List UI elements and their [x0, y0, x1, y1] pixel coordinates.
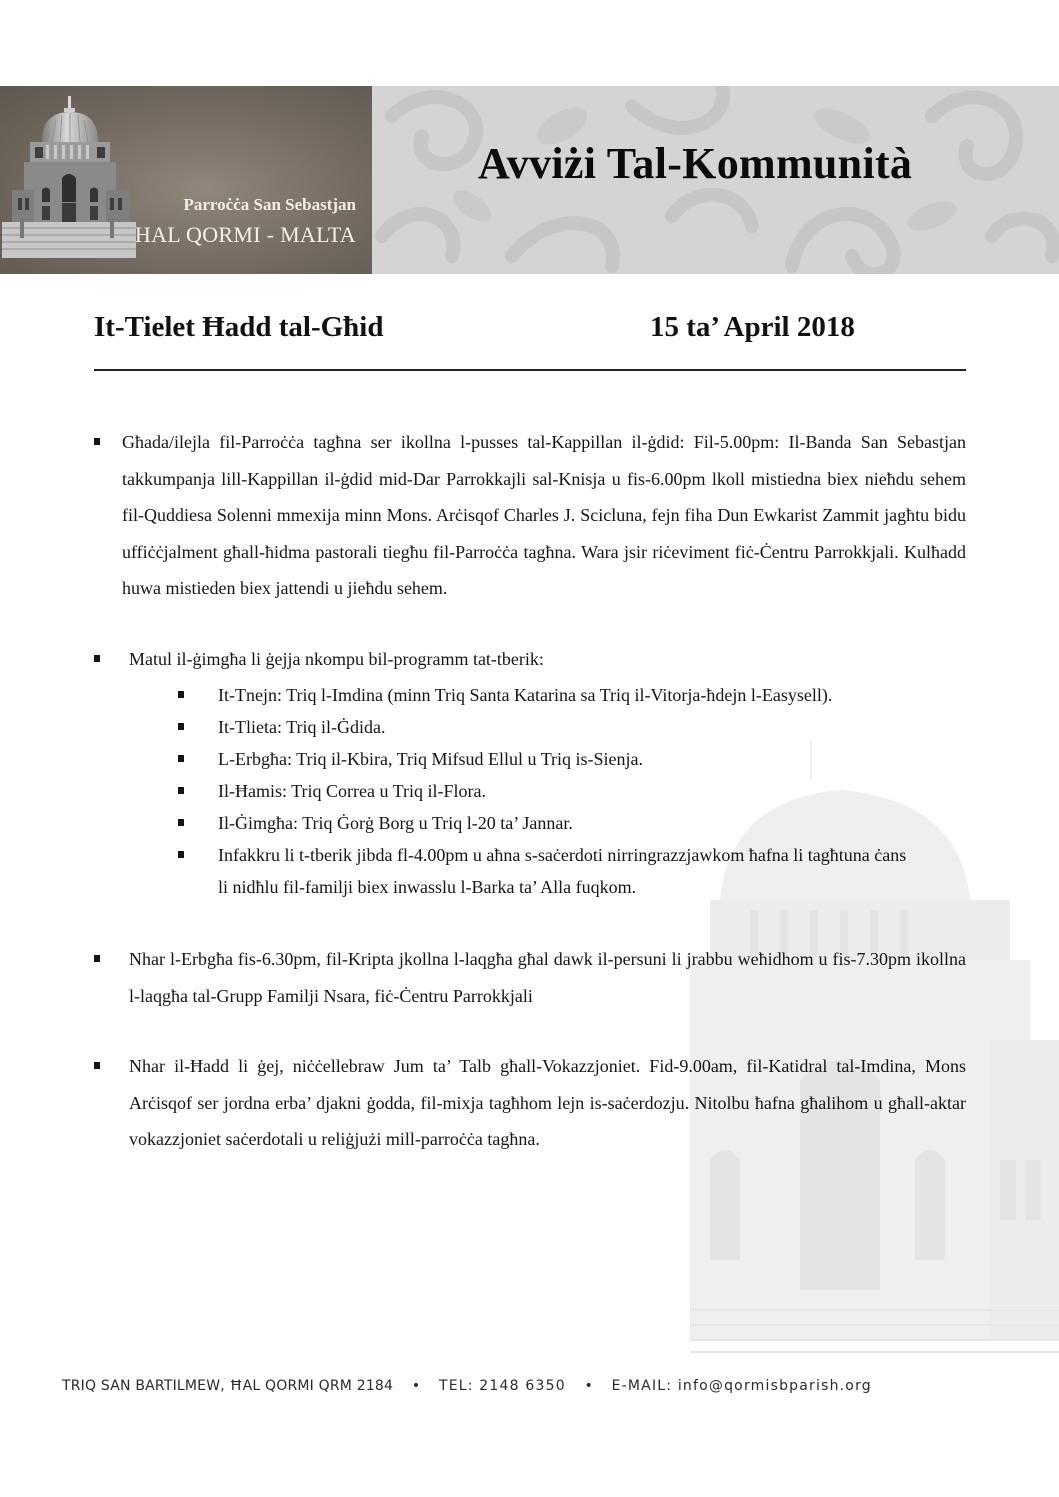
- parish-logo-panel: [0, 86, 372, 274]
- schedule-item: Infakkru li t-tberik jibda fl-4.00pm u aħna s-saċerdoti nirringrazzjawkom ħafna li tagħtuna ċans li nidħlu fil-familji biex inwasslu l-Barka ta’ Alla fuqkom.: [94, 839, 914, 903]
- bullet-icon: [178, 723, 184, 730]
- schedule-item: Il-Ġimgħa: Triq Ġorġ Borg u Triq l-20 ta’ Jannar.: [94, 807, 966, 839]
- schedule-item: It-Tnejn: Triq l-Imdina (minn Triq Santa Katarina sa Triq il-Vitorja-ħdejn l-Easysell).: [94, 679, 964, 711]
- liturgical-occasion: It-Tielet Ħadd tal-Għid: [94, 311, 384, 343]
- parish-email[interactable]: E-MAIL: info@qormisbparish.org: [611, 1378, 872, 1394]
- parish-address: TRIQ SAN BARTILMEW, ĦAL QORMI QRM 2184: [62, 1378, 394, 1394]
- heading-divider: [94, 369, 966, 371]
- schedule-item: It-Tlieta: Triq il-Ġdida.: [94, 711, 966, 743]
- parish-phone: TEL: 2148 6350: [438, 1378, 566, 1394]
- notice-item: Għada/ilejla fil-Parroċċa tagħna ser ikollna l-pusses tal-Kappillan il-ġdid: Fil-5.00pm: Il-Banda San Sebastjan takkumpanja lill-Kappillan il-ġdid mid-Dar Parrokkajli sal-Knisja u fis-6.00pm lkoll mistiedna biex nieħdu sehem fil-Quddiesa Solenni mmexija minn Mons. Arċisqof Charles J. Scicluna, fejn fiha Dun Ewkarist Zammit jagħtu bidu uffiċċjalment għall-ħidma pastorali tiegħu fil-Parroċċa tagħna. Wara jsir riċeviment fiċ-Ċentru Parrokkjali. Kulħadd huwa mistieden biex jattendi u jieħdu sehem.: [94, 424, 966, 607]
- bullet-icon: [178, 691, 184, 698]
- notice-item: Nhar il-Ħadd li ġej, niċċellebraw Jum ta’ Talb għall-Vokazzjoniet. Fid-9.00am, fil-Katidral tal-Imdina, Mons Arċisqof ser jordna erba’ djakni ġodda, fil-mixja tagħhom lejn is-saċerdozju. Nitolbu ħafna għalihom u għall-aktar vokazzjoniet saċerdotali u reliġjużi mill-parroċċa tagħna.: [94, 1048, 966, 1158]
- title-panel: [372, 86, 1059, 274]
- parish-name: Parroċċa San Sebastjan: [183, 195, 356, 214]
- parish-town: HAL QORMI - MALTA: [134, 222, 356, 247]
- blessing-schedule-list: [94, 679, 966, 903]
- church-logo-icon: [2, 90, 142, 258]
- bullet-icon: [178, 787, 184, 794]
- header-banner: [0, 86, 1059, 274]
- schedule-item: L-Erbgħa: Triq il-Kbira, Triq Mifsud Ellul u Triq is-Sienja.: [94, 743, 966, 775]
- bullet-icon: [178, 755, 184, 762]
- separator-dot: •: [584, 1378, 593, 1394]
- notices-list: [94, 424, 966, 1158]
- contact-footer: [62, 1378, 1002, 1394]
- heading-row: [94, 311, 966, 351]
- schedule-item: Il-Ħamis: Triq Correa u Triq il-Flora.: [94, 775, 966, 807]
- bullet-icon: [178, 819, 184, 826]
- bullet-icon: [178, 851, 184, 858]
- bulletin-date: 15 ta’ April 2018: [650, 311, 855, 343]
- notice-item: Matul il-ġimgħa li ġejja nkompu bil-programm tat-tberik:: [94, 641, 966, 678]
- page-title: Avviżi Tal-Kommunità: [478, 139, 913, 188]
- notice-item: Nhar l-Erbgħa fis-6.30pm, fil-Kripta jkollna l-laqgħa għal dawk il-persuni li jrabbu weħidhom u fis-7.30pm ikollna l-laqgħa tal-Grupp Familji Nsara, fiċ-Ċentru Parrokkjali: [94, 941, 966, 1014]
- separator-dot: •: [411, 1378, 421, 1394]
